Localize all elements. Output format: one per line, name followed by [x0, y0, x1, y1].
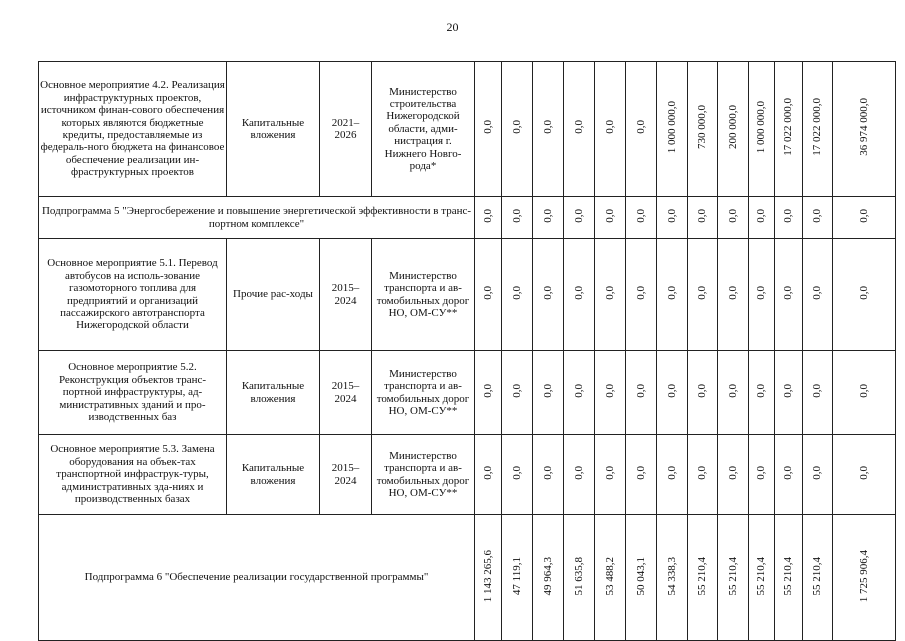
value-cell — [564, 197, 595, 239]
value-text: 0,0 — [481, 465, 494, 480]
value-text: 0,0 — [634, 208, 647, 223]
value-text: 0,0 — [634, 120, 647, 135]
value-cell — [533, 435, 564, 515]
value-text: 47 119,1 — [510, 556, 523, 595]
value-cell — [803, 435, 833, 515]
value-cell — [718, 515, 749, 641]
value-cell — [775, 197, 803, 239]
value-cell — [595, 197, 626, 239]
value-text: 0,0 — [603, 208, 616, 223]
measure-name-cell: Основное мероприятие 5.2. Реконструкция объектов транс-портной инфраструктуры, ад-министративных зданий и про-изводственных баз — [39, 351, 227, 435]
value-cell — [688, 239, 718, 351]
value-cell — [803, 351, 833, 435]
value-text: 0,0 — [782, 383, 795, 398]
value-cell — [595, 62, 626, 197]
value-text: 0,0 — [665, 208, 678, 223]
value-cell — [803, 515, 833, 641]
expense-type-cell: Капитальные вложения — [227, 435, 320, 515]
value-text: 0,0 — [726, 208, 739, 223]
value-cell — [533, 62, 564, 197]
executor-cell: Министерство транспорта и ав-томобильных дорог НО, ОМ-СУ** — [372, 239, 475, 351]
value-cell — [833, 197, 896, 239]
value-text: 0,0 — [811, 383, 824, 398]
value-text: 0,0 — [634, 285, 647, 300]
value-cell — [533, 351, 564, 435]
value-cell — [688, 435, 718, 515]
value-text: 200 000,0 — [726, 105, 739, 150]
value-cell — [595, 435, 626, 515]
value-text: 0,0 — [572, 120, 585, 135]
value-text: 0,0 — [572, 208, 585, 223]
budget-table — [38, 61, 896, 641]
value-text: 49 964,3 — [541, 556, 554, 596]
value-cell — [502, 62, 533, 197]
value-text: 36 974 000,0 — [857, 98, 870, 157]
years-cell: 2015–2024 — [320, 239, 372, 351]
value-text: 55 210,4 — [755, 556, 768, 596]
value-cell — [833, 239, 896, 351]
value-text: 0,0 — [665, 285, 678, 300]
value-text: 50 043,1 — [634, 556, 647, 596]
value-text: 0,0 — [857, 208, 870, 223]
years-cell: 2015–2024 — [320, 435, 372, 515]
value-cell — [688, 62, 718, 197]
value-text: 0,0 — [541, 285, 554, 300]
value-cell — [595, 239, 626, 351]
value-text: 0,0 — [541, 465, 554, 480]
value-cell — [502, 435, 533, 515]
value-text: 730 000,0 — [696, 105, 709, 150]
value-text: 55 210,4 — [726, 556, 739, 596]
value-cell — [749, 351, 775, 435]
value-cell — [803, 239, 833, 351]
expense-type-cell: Капитальные вложения — [227, 351, 320, 435]
measure-row — [39, 351, 896, 435]
expense-type-cell: Капитальные вложения — [227, 62, 320, 197]
value-cell — [626, 197, 657, 239]
value-cell — [718, 239, 749, 351]
value-cell — [475, 62, 502, 197]
value-cell — [533, 515, 564, 641]
value-text: 0,0 — [541, 120, 554, 135]
value-text: 17 022 000,0 — [811, 98, 824, 157]
value-cell — [833, 435, 896, 515]
value-cell — [775, 351, 803, 435]
value-cell — [718, 197, 749, 239]
value-cell — [775, 239, 803, 351]
value-text: 1 000 000,0 — [755, 101, 768, 154]
value-text: 0,0 — [481, 383, 494, 398]
value-cell — [564, 515, 595, 641]
years-cell: 2015–2024 — [320, 351, 372, 435]
value-text: 0,0 — [572, 383, 585, 398]
subprogram-title-cell: Подпрограмма 5 "Энергосбережение и повышение энергетической эффективности в транс-портном комплексе" — [39, 197, 475, 239]
value-text: 0,0 — [755, 383, 768, 398]
expense-type-cell: Прочие рас-ходы — [227, 239, 320, 351]
subprogram-row — [39, 197, 896, 239]
value-text: 51 635,8 — [572, 556, 585, 596]
value-cell — [688, 515, 718, 641]
value-cell — [475, 239, 502, 351]
value-text: 0,0 — [696, 208, 709, 223]
measure-name-cell: Основное мероприятие 5.1. Перевод автобусов на исполь-зование газомоторного топлива для предприятий и организаций пассажирского автотранспорта Нижегородской области — [39, 239, 227, 351]
value-cell — [657, 515, 688, 641]
value-cell — [475, 435, 502, 515]
value-cell — [775, 515, 803, 641]
value-cell — [657, 435, 688, 515]
value-text: 54 338,3 — [665, 556, 678, 596]
value-cell — [775, 435, 803, 515]
value-text: 0,0 — [572, 465, 585, 480]
subprogram-title-cell: Подпрограмма 6 "Обеспечение реализации государственной программы" — [39, 515, 475, 641]
value-text: 0,0 — [755, 208, 768, 223]
value-cell — [475, 351, 502, 435]
value-text: 0,0 — [857, 465, 870, 480]
value-text: 0,0 — [811, 208, 824, 223]
value-text: 0,0 — [481, 208, 494, 223]
value-cell — [533, 197, 564, 239]
value-cell — [803, 197, 833, 239]
value-text: 55 210,4 — [782, 556, 795, 596]
value-text: 0,0 — [634, 383, 647, 398]
value-text: 0,0 — [510, 465, 523, 480]
value-text: 0,0 — [755, 465, 768, 480]
measure-row — [39, 62, 896, 197]
value-text: 0,0 — [782, 208, 795, 223]
value-cell — [749, 239, 775, 351]
value-text: 0,0 — [755, 285, 768, 300]
executor-cell: Министерство транспорта и ав-томобильных дорог НО, ОМ-СУ** — [372, 435, 475, 515]
value-text: 53 488,2 — [603, 556, 616, 596]
value-cell — [718, 62, 749, 197]
value-cell — [657, 62, 688, 197]
value-text: 0,0 — [811, 465, 824, 480]
value-text: 0,0 — [603, 120, 616, 135]
value-text: 0,0 — [696, 383, 709, 398]
measure-name-cell: Основное мероприятие 5.3. Замена оборудования на объек-тах транспортной инфраструк-туры, административных зда-ниях и производственных базах — [39, 435, 227, 515]
value-cell — [502, 239, 533, 351]
value-cell — [749, 62, 775, 197]
value-text: 0,0 — [541, 208, 554, 223]
value-text: 55 210,4 — [811, 556, 824, 596]
subprogram-row — [39, 515, 896, 641]
value-cell — [749, 435, 775, 515]
value-text: 0,0 — [603, 465, 616, 480]
value-cell — [475, 197, 502, 239]
value-text: 1 000 000,0 — [665, 101, 678, 154]
value-cell — [803, 62, 833, 197]
value-cell — [502, 351, 533, 435]
value-cell — [564, 435, 595, 515]
value-cell — [833, 515, 896, 641]
value-text: 0,0 — [603, 285, 616, 300]
value-cell — [626, 239, 657, 351]
value-cell — [718, 435, 749, 515]
measure-row — [39, 239, 896, 351]
value-cell — [833, 351, 896, 435]
value-cell — [688, 351, 718, 435]
value-cell — [502, 515, 533, 641]
value-text: 17 022 000,0 — [782, 98, 795, 157]
value-text: 0,0 — [481, 120, 494, 135]
value-text: 0,0 — [572, 285, 585, 300]
value-text: 0,0 — [782, 285, 795, 300]
value-text: 0,0 — [510, 208, 523, 223]
value-cell — [749, 515, 775, 641]
executor-cell: Министерство транспорта и ав-томобильных дорог НО, ОМ-СУ** — [372, 351, 475, 435]
value-cell — [626, 435, 657, 515]
value-text: 0,0 — [541, 383, 554, 398]
value-text: 1 725 906,4 — [857, 549, 870, 602]
value-text: 0,0 — [510, 120, 523, 135]
years-cell: 2021–2026 — [320, 62, 372, 197]
value-cell — [564, 351, 595, 435]
value-text: 0,0 — [782, 465, 795, 480]
value-cell — [564, 239, 595, 351]
value-text: 0,0 — [481, 285, 494, 300]
value-text: 0,0 — [665, 465, 678, 480]
value-cell — [775, 62, 803, 197]
value-cell — [502, 197, 533, 239]
value-text: 1 143 265,6 — [481, 549, 494, 602]
value-text: 0,0 — [726, 285, 739, 300]
value-cell — [833, 62, 896, 197]
value-text: 0,0 — [603, 383, 616, 398]
value-cell — [626, 62, 657, 197]
value-text: 0,0 — [634, 465, 647, 480]
measure-row — [39, 435, 896, 515]
value-cell — [533, 239, 564, 351]
value-text: 0,0 — [726, 383, 739, 398]
value-text: 0,0 — [726, 465, 739, 480]
value-cell — [564, 62, 595, 197]
executor-cell: Министерство строительства Нижегородской области, адми-нистрация г. Нижнего Новго-рода* — [372, 62, 475, 197]
value-cell — [657, 351, 688, 435]
value-text: 0,0 — [696, 285, 709, 300]
value-cell — [626, 515, 657, 641]
value-text: 55 210,4 — [696, 556, 709, 596]
value-cell — [475, 515, 502, 641]
value-cell — [688, 197, 718, 239]
measure-name-cell: Основное мероприятие 4.2. Реализация инфраструктурных проектов, источником финан-сового обеспечения которых являются бюджетные кредиты, предоставляемые из федераль-ного бюджета на финансовое обеспечение реализации ин-фраструктурных проектов — [39, 62, 227, 197]
value-text: 0,0 — [857, 383, 870, 398]
value-cell — [657, 239, 688, 351]
value-cell — [749, 197, 775, 239]
value-cell — [595, 351, 626, 435]
value-text: 0,0 — [696, 465, 709, 480]
value-text: 0,0 — [510, 383, 523, 398]
value-cell — [657, 197, 688, 239]
value-text: 0,0 — [857, 285, 870, 300]
value-cell — [718, 351, 749, 435]
value-text: 0,0 — [665, 383, 678, 398]
value-text: 0,0 — [510, 285, 523, 300]
page-number: 20 — [446, 20, 459, 34]
value-cell — [595, 515, 626, 641]
value-text: 0,0 — [811, 285, 824, 300]
value-cell — [626, 351, 657, 435]
